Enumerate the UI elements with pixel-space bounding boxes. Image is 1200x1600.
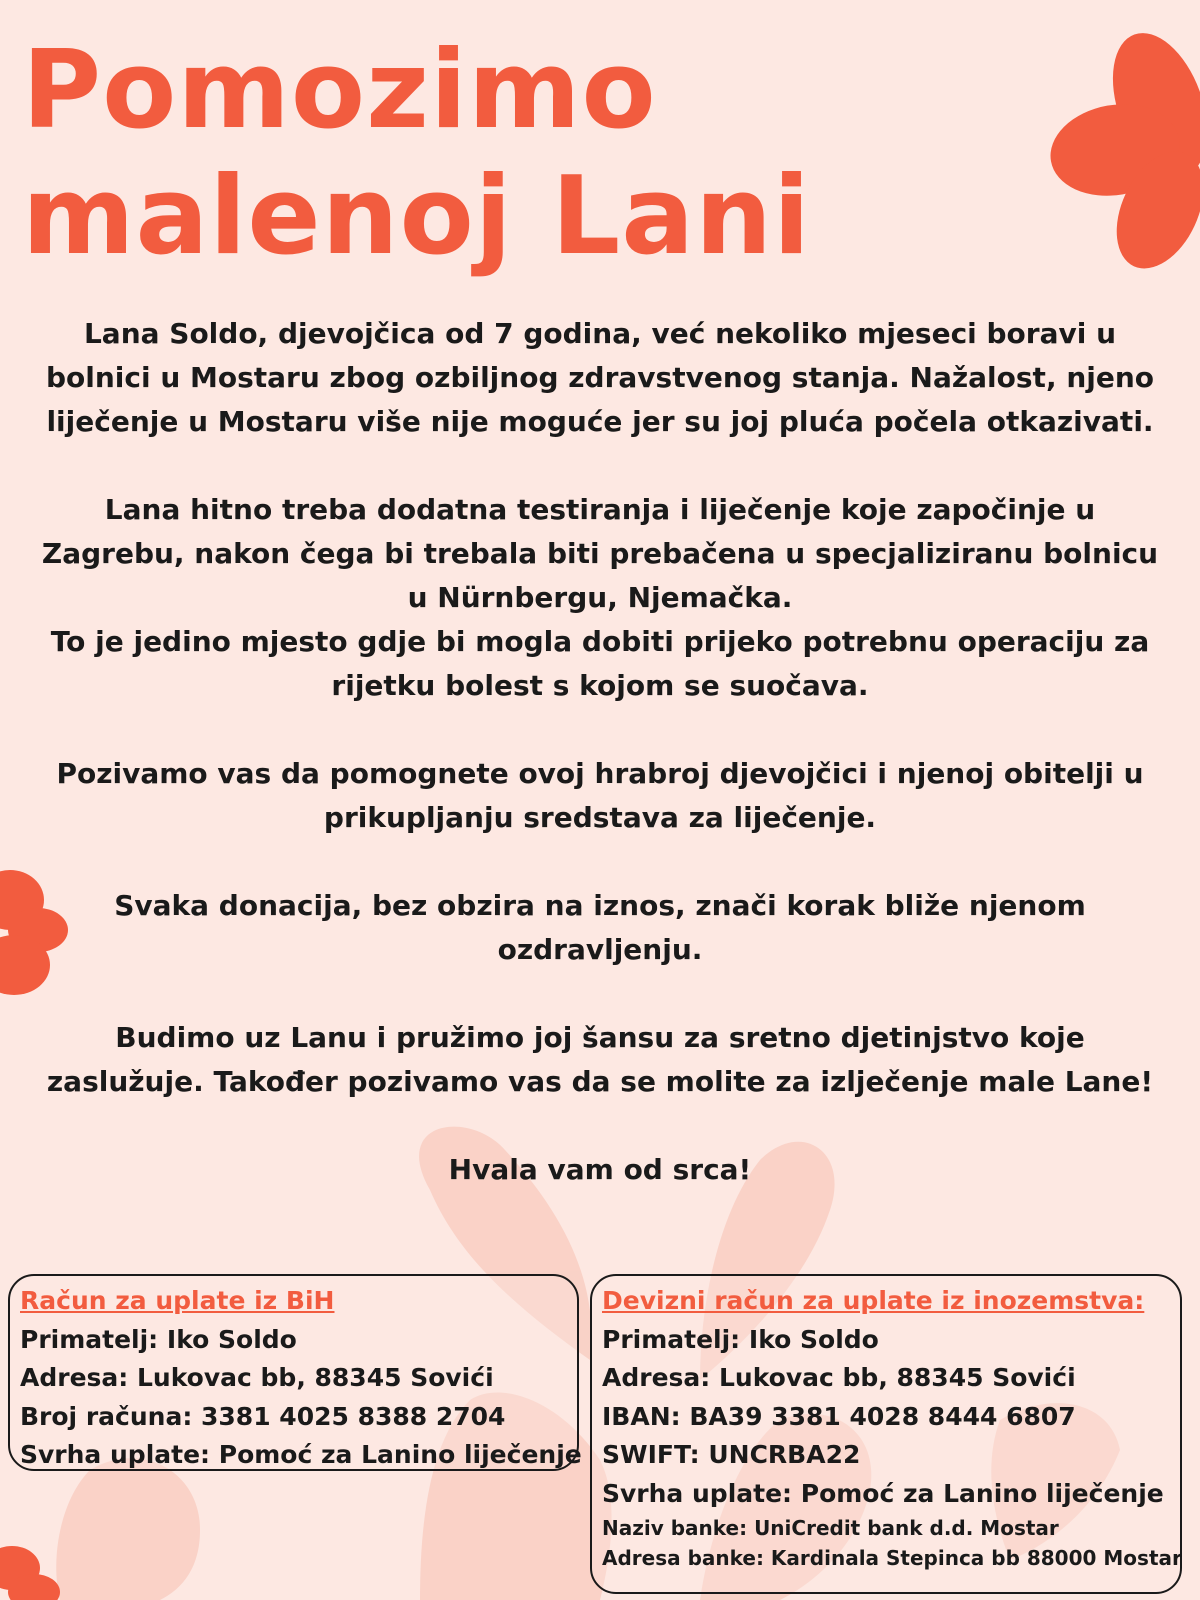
thanks-text: Hvala vam od srca! [448, 1153, 752, 1186]
paragraph-treatment: Lana hitno treba dodatna testiranja i liječenje koje započinje u Zagrebu, nakon čega bi trebala biti prebačena u specjaliziranu bolnicu u Nürnbergu, Njemačka. [41, 493, 1159, 614]
account-bih-purpose: Svrha uplate: Pomoć za Lanino liječenje [20, 1440, 582, 1469]
account-bih-box [8, 1274, 582, 1471]
paragraph-donation: Svaka donacija, bez obzira na iznos, znači korak bliže njenom ozdravljenju. [114, 889, 1086, 966]
page-title [22, 28, 811, 280]
account-foreign-swift: SWIFT: UNCRBA22 [602, 1440, 861, 1469]
paragraph-invitation: Pozivamo vas da pomognete ovoj hrabroj djevojčici i njenoj obitelji u prikupljanju sredstava za liječenje. [56, 757, 1144, 834]
account-bih-number: Broj računa: 3381 4025 8388 2704 [20, 1401, 506, 1431]
account-foreign-heading: Devizni račun za uplate iz inozemstva: [602, 1286, 1145, 1315]
account-bih-address: Adresa: Lukovac bb, 88345 Sovići [20, 1363, 494, 1392]
flower-icon-top-right [1043, 20, 1200, 282]
flower-icon-bottom-left [0, 1546, 60, 1600]
appeal-text [40, 312, 1160, 1192]
account-foreign-box [590, 1274, 1182, 1594]
account-bih-heading: Račun za uplate iz BiH [20, 1286, 335, 1315]
paragraph-operation: To je jedino mjesto gdje bi mogla dobiti prijeko potrebnu operaciju za rijetku bolest s kojom se suočava. [50, 625, 1150, 702]
title-line-1: Pomozimo [22, 28, 657, 153]
account-foreign-recipient: Primatelj: Iko Soldo [602, 1324, 879, 1354]
account-foreign-purpose: Svrha uplate: Pomoć za Lanino liječenje [602, 1478, 1164, 1508]
paragraph-situation: Lana Soldo, djevojčica od 7 godina, već nekoliko mjeseci boravi u bolnici u Mostaru zbog ozbiljnog zdravstvenog stanja. Nažalost, njeno liječenje u Mostaru više nije moguće jer su joj pluća počela otkazivati. [45, 317, 1155, 438]
title-line-2: malenoj Lani [22, 154, 811, 279]
account-foreign-iban: IBAN: BA39 3381 4028 8444 6807 [602, 1401, 1076, 1431]
account-bih-recipient: Primatelj: Iko Soldo [20, 1324, 297, 1354]
account-foreign-bank-name: Naziv banke: UniCredit bank d.d. Mostar [602, 1516, 1059, 1540]
account-foreign-address: Adresa: Lukovac bb, 88345 Sovići [602, 1363, 1076, 1392]
paragraph-prayer: Budimo uz Lanu i pružimo joj šansu za sretno djetinjstvo koje zaslužuje. Također pozivamo vas da se molite za izlječenje male Lane! [46, 1021, 1154, 1098]
account-foreign-bank-address: Adresa banke: Kardinala Stepinca bb 88000 Mostar [602, 1546, 1182, 1570]
